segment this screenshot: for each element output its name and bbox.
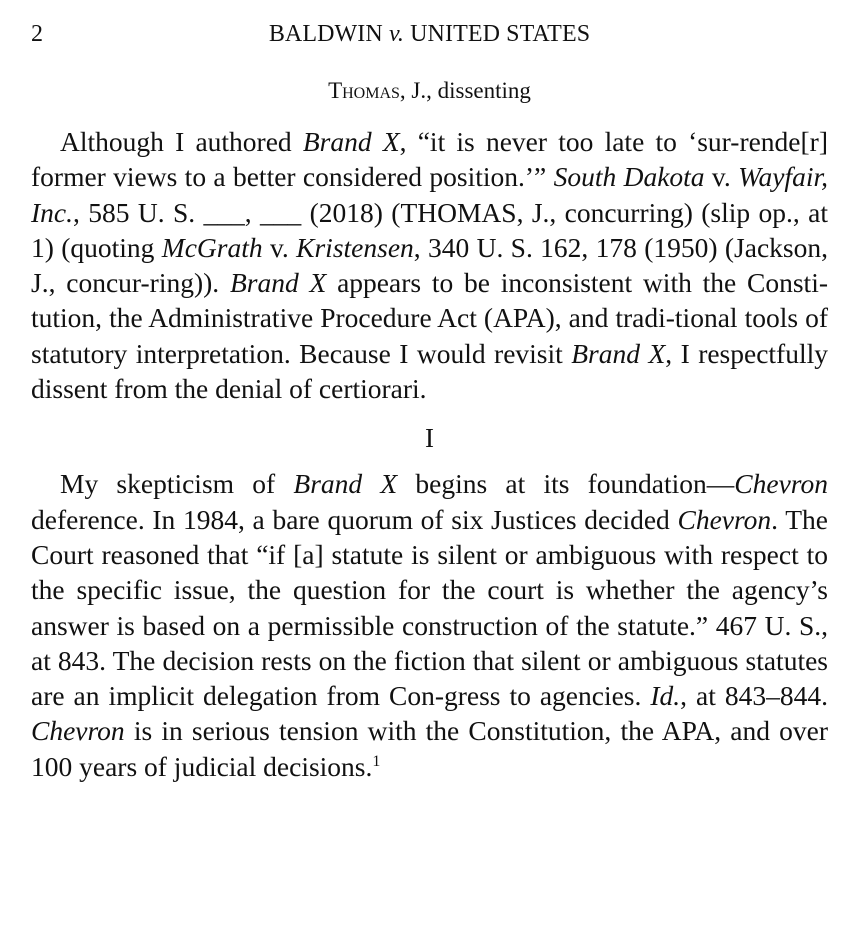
paragraph-intro: Although I authored Brand X, “it is never too late to ‘sur-rende[r] former views to a better considered position.’” South Dakota v. Wayfair, Inc., 585 U. S. ___, ___ (2018) (THOMAS, J., concurring) (slip op., at 1) (quoting McGrath v. Kristensen, 340 U. S. 162, 178 (1950) (Jackson, J., concur-ring)). Brand X appears to be inconsistent with the Consti-tution, the Administrative Procedure Act (APA), and tradi-tional tools of statutory interpretation. Because I would revisit Brand X, I respectfully dissent from the denial of certiorari. bbox=[31, 126, 828, 405]
paragraph-section-i: My skepticism of Brand X begins at its foundation—Chevron deference. In 1984, a bare quorum of six Justices decided Chevron. The Court reasoned that “if [a] statute is silent or ambiguous with respect to the specific issue, the question for the court is whether the agency’s answer is based on a permissible construction of the statute.” 467 U. S., at 843. The decision rests on the fiction that silent or ambiguous statutes are an implicit delegation from Con-gress to agencies. Id., at 843–844. Chevron is in serious tension with the Constitution, the APA, and over 100 years of judicial decisions.$^1$ bbox=[31, 468, 828, 782]
footnote-marker[interactable]: 1 bbox=[372, 752, 381, 770]
opinion-label: Thomas, J., dissenting bbox=[328, 78, 531, 103]
opinion-body bbox=[31, 124, 828, 784]
page-number: 2 bbox=[31, 21, 43, 47]
running-head bbox=[31, 0, 828, 70]
case-title: BALDWIN v. UNITED STATES bbox=[268, 21, 591, 47]
section-heading-i: I bbox=[425, 423, 434, 454]
